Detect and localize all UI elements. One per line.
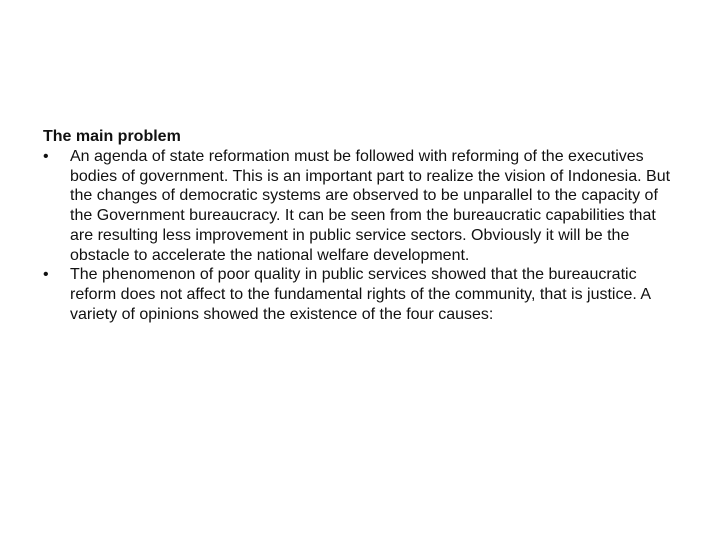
bullet-item	[43, 147, 683, 265]
bullet-text: An agenda of state reformation must be followed with reforming of the executives bodies of government. This is an important part to realize the vision of Indonesia. But the changes of democratic systems are observed to be unparallel to the capacity of the Government bureaucracy. It can be seen from the bureaucratic capabilities that are resulting less improvement in public service sectors. Obviously it will be the obstacle to accelerate the national welfare development.	[70, 148, 671, 264]
bullet-dot-icon: •	[43, 266, 49, 284]
slide-heading: The main problem	[43, 128, 181, 145]
slide-content	[43, 127, 683, 324]
bullet-item	[43, 265, 683, 324]
bullet-list	[43, 147, 683, 324]
bullet-text: The phenomenon of poor quality in public services showed that the bureaucratic reform does not affect to the fundamental rights of the community, that is justice. A variety of opinions showed the existence of the four causes:	[70, 266, 651, 323]
bullet-dot-icon: •	[43, 148, 49, 165]
